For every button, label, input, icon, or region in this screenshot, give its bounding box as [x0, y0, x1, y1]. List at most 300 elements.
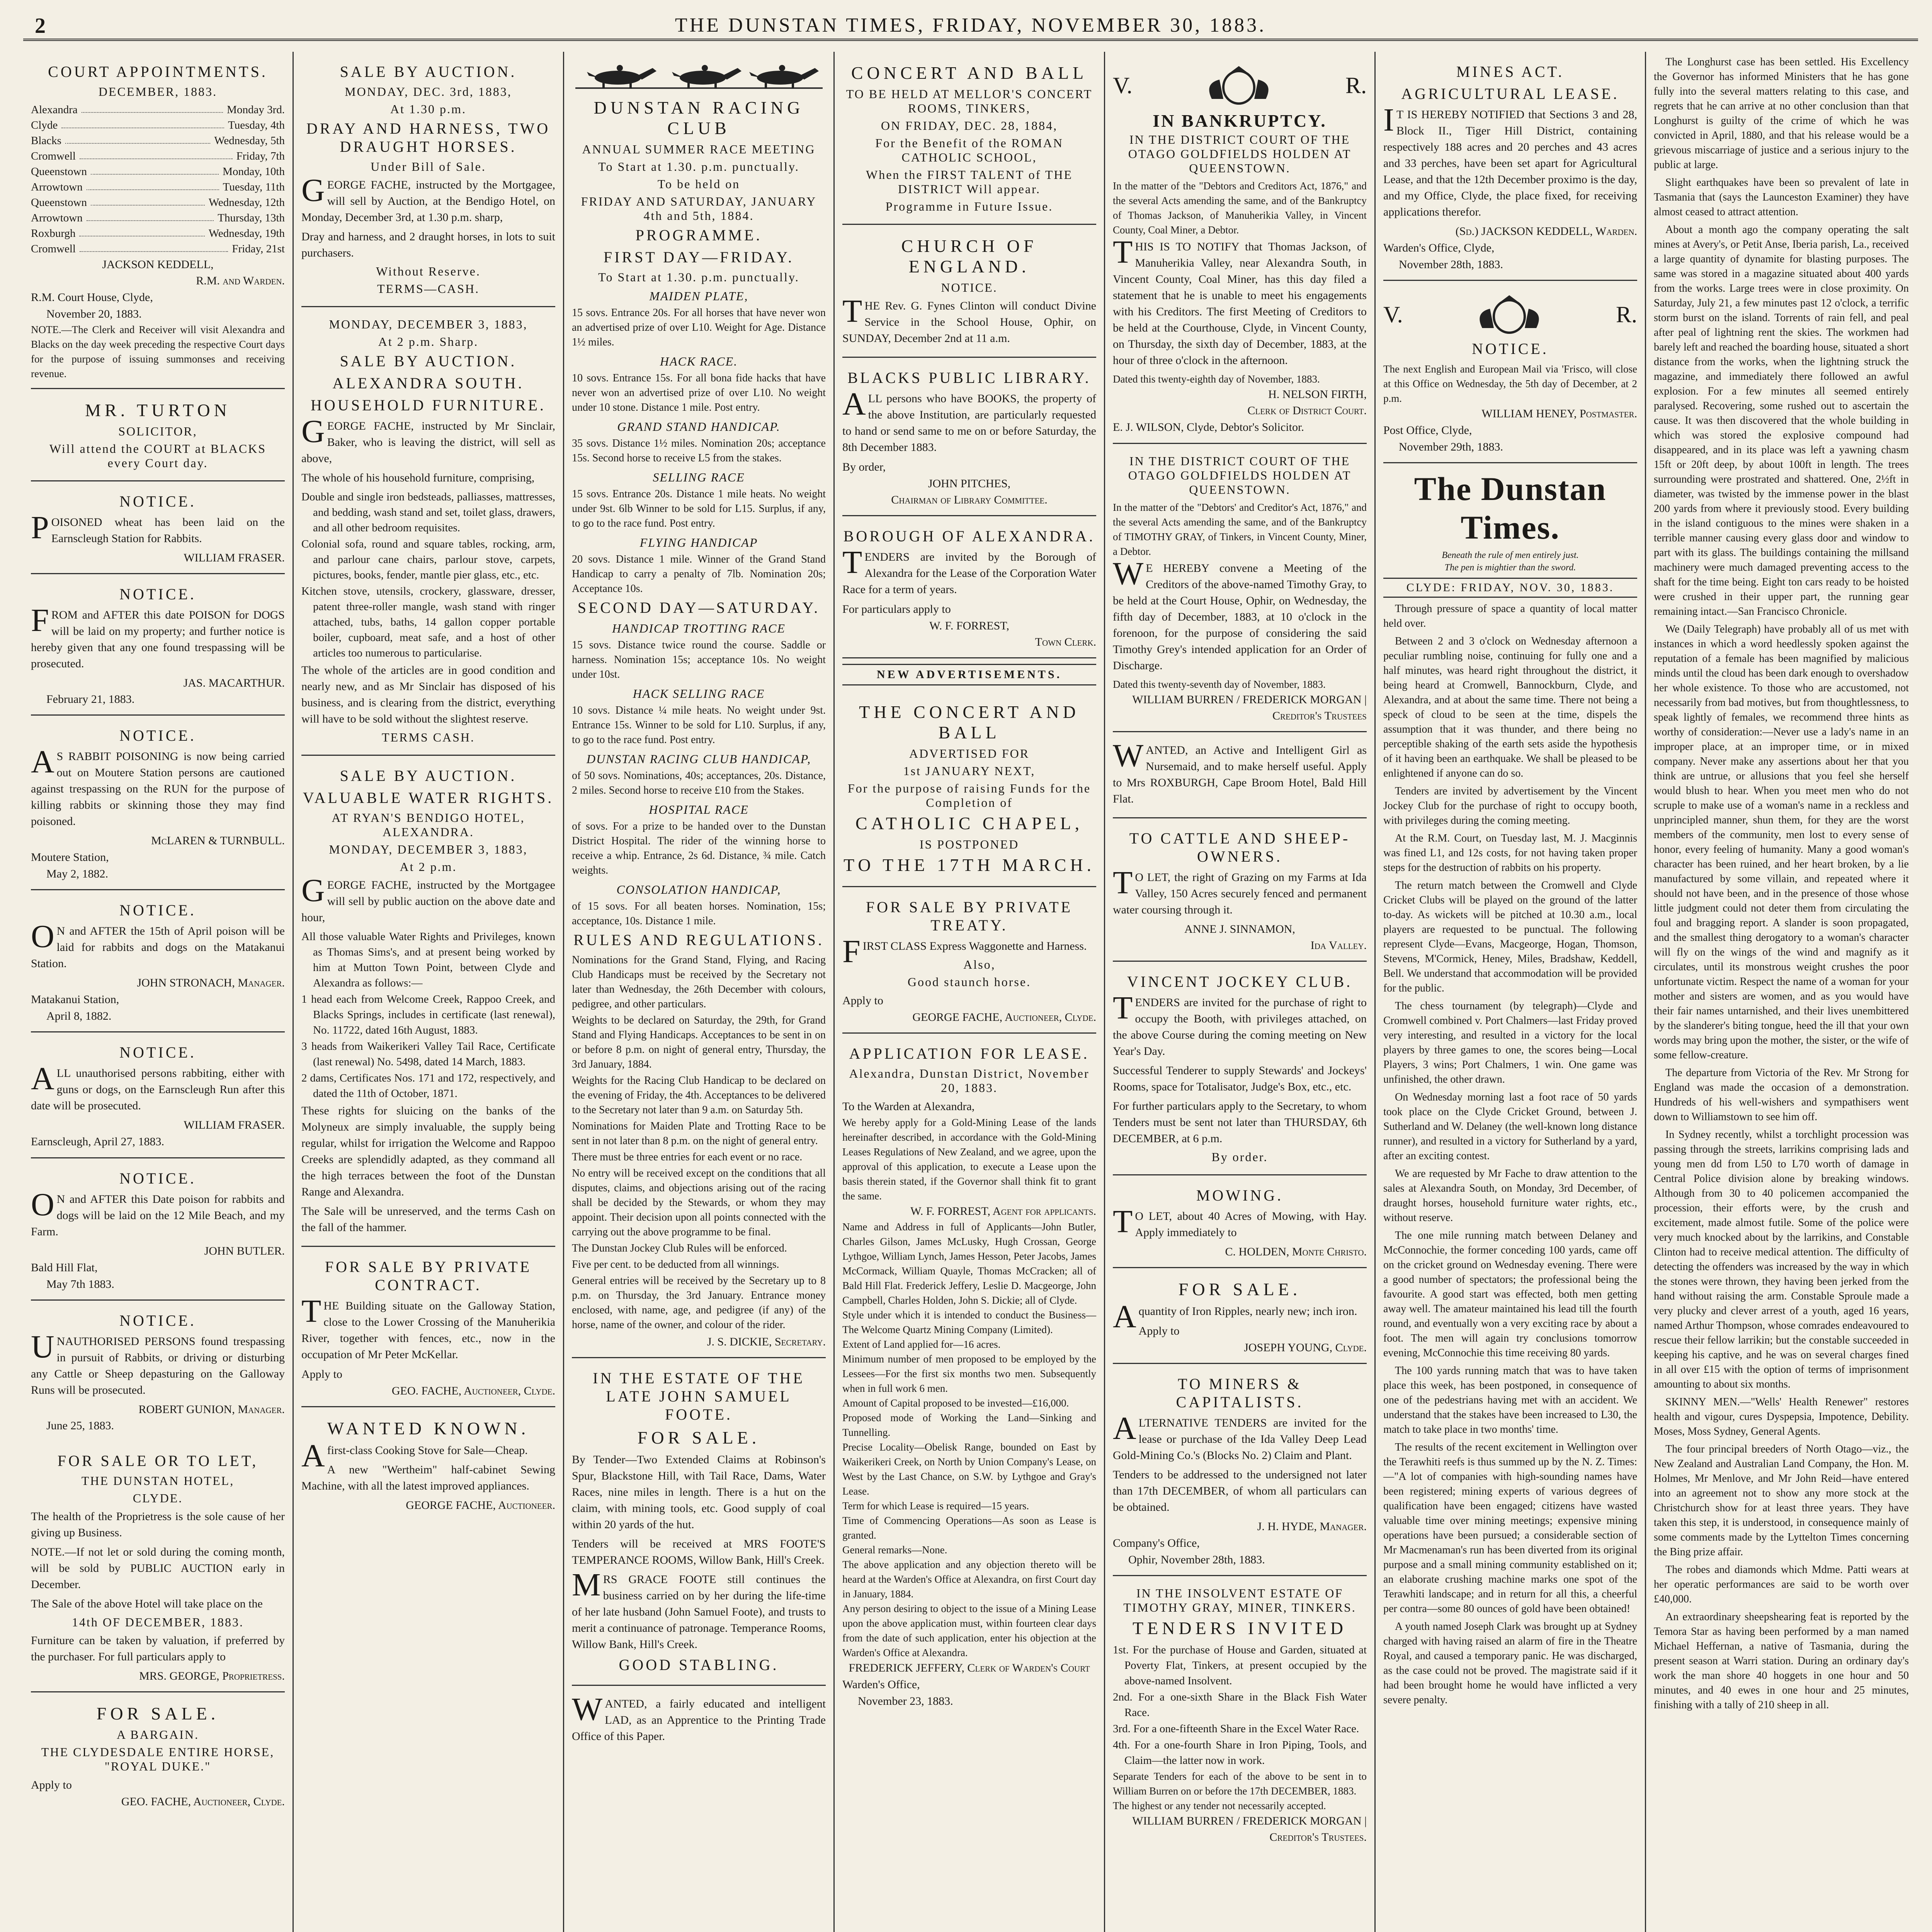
race-text: 35 sovs. Distance 1½ miles. Nomination 20s; acceptance 15s. Second horse to receive L5 from the stakes.: [572, 437, 826, 464]
nursemaid-ad: [1113, 732, 1367, 818]
racing-heading: DUNSTAN RACING CLUB: [594, 98, 804, 138]
editorial-paragraph: The return match between the Cromwell and Clyde Cricket Clubs will be played on the ground of the latter to-day. As wickets will be pitched at 10.30 a.m., local players are requested to be punctual. The following represent Clyde—Evans, Macgeorge, Hogan, Thomson, Stevens, M'Cormick, Heney, Miles, Bradshaw, Keddell, Bell. We understand that accommodation will be provided for the public.: [1383, 879, 1637, 994]
bargain-heading: FOR SALE.: [96, 1704, 219, 1723]
notice-text: ALL unauthorised persons rabbiting, either with guns or dogs, on the Earnscleugh Run after this date will be prosecuted.: [31, 1061, 285, 1112]
court-day: Tuesday, 4th: [228, 119, 285, 131]
editorial-paragraph: Tenders are invited by advertisement by the Vincent Jockey Club for the purchase of right to occupy booth, with privileges during the coming meeting.: [1383, 785, 1637, 827]
notice-ad: [31, 716, 285, 890]
news-paragraph: The departure from Victoria of the Rev. Mr Strong for England was made the occasion of a demonstration. Hundreds of his well-wishers and sympathisers went down to Williamstown to see him off.: [1654, 1067, 1909, 1123]
race-name: HANDICAP TROTTING RACE: [612, 621, 786, 635]
news-paragraph: Slight earthquakes have been so prevalent of late in Tasmania that (says the Launceston Examiner) they have almost ceased to attract attention.: [1654, 177, 1909, 218]
mines-office: Warden's Office, Clyde,: [1383, 242, 1495, 254]
treaty-signer: GEORGE FACHE, Auctioneer, Clyde.: [912, 1011, 1096, 1024]
mail-ad: [1383, 281, 1637, 463]
mail-office: Post Office, Clyde,: [1383, 424, 1472, 437]
sale2-place: ALEXANDRA SOUTH.: [332, 374, 524, 392]
court-day: Wednesday, 12th: [208, 196, 285, 209]
column-7: [1646, 52, 1917, 1932]
bankruptcy-title: Clerk of District Court.: [1247, 404, 1367, 417]
miners-ad: [1113, 1364, 1367, 1576]
race-text: 15 sovs. Entrance 20s. For all horses that have never won an advertised prize of over L10. Weight for Age. Distance 1½ miles.: [572, 307, 826, 348]
jockey-text: TENDERS are invited for the purchase of right to occupy the Booth, with privileges attached, on the above Course during the coming meeting on New Year's Day.: [1113, 990, 1367, 1058]
race-name: HOSPITAL RACE: [649, 803, 749, 816]
hotel-p2: NOTE.—If not let or sold during the coming month, will be sold by PUBLIC AUCTION early in December.: [31, 1546, 285, 1591]
wanted-known-signer: GEORGE FACHE, Auctioneer.: [406, 1499, 555, 1512]
notice-ad: [31, 890, 285, 1032]
sale1-text2: Dray and harness, and 2 draught horses, in lots to suit purchasers.: [301, 230, 555, 259]
church-ad: [842, 225, 1096, 358]
wanted-known-text: Afirst-class Cooking Stove for Sale—Cheap.: [301, 1438, 528, 1474]
court-row: [31, 102, 285, 117]
editorial-paragraph: The chess tournament (by telegraph)—Clyde and Cromwell combined v. Port Chalmers—last Friday proved very interesting, and resulted in a victory for the local players by three games to one, the scores being—Local Players, 3 wins; Port Chalmers, 1 win. One game was unfinished, the other drawn.: [1383, 1000, 1637, 1085]
mines-date: November 28th, 1883.: [1399, 258, 1503, 271]
court-month: DECEMBER, 1883.: [98, 85, 218, 99]
irons-heading: FOR SALE.: [1178, 1279, 1301, 1299]
racehorse-engraving: [575, 60, 823, 95]
royal-crest-icon: [1467, 293, 1552, 336]
court-place: Clyde: [31, 119, 58, 131]
irons-text: Aquantity of Iron Ripples, nearly new; inch iron.: [1113, 1299, 1357, 1335]
racing-day2: SECOND DAY—SATURDAY.: [577, 599, 820, 616]
sale-item: Kitchen stove, utensils, crockery, glassware, dresser, patent three-roller mangle, wash stand with ringer attached, tubs, baths, 14 gallon copper portable boiler, cupboard, meat safe, and a host of other articles too numerous to particularise.: [301, 585, 555, 659]
foote-stabling: GOOD STABLING.: [619, 1656, 779, 1673]
borough-text: TENDERS are invited by the Borough of Alexandra for the Lease of the Corporation Water Race for a term of years.: [842, 544, 1096, 596]
court-row: [31, 133, 285, 148]
sale-item: Double and single iron bedsteads, palliasses, mattresses, and bedding, wash stand and set, toilet glass, drawers, and all other bedroom requisites.: [301, 491, 555, 534]
sale3-date: MONDAY, DECEMBER 3, 1883,: [329, 842, 528, 856]
sale1-time: At 1.30 p.m.: [390, 102, 466, 116]
court-row: [31, 179, 285, 195]
column-4: [835, 52, 1105, 1932]
hotel-p1: The health of the Proprietress is the sole cause of her giving up Business.: [31, 1510, 285, 1539]
concert-text: For the Benefit of the ROMAN CATHOLIC SCHOOL,: [875, 136, 1063, 164]
mail-heading: NOTICE.: [1472, 340, 1549, 357]
postponed-ad: [842, 691, 1096, 887]
sale1-text: GEORGE FACHE, instructed by the Mortgagee, will sell by Auction, at the Bendigo Hotel, on Monday, December 3rd, at 1.30 p.m. sharp,: [301, 172, 555, 224]
tender-item: 4th. For a one-fourth Share in Iron Piping, Tools, and Claim—the latter now in work.: [1113, 1739, 1367, 1767]
concert-text3: Programme in Future Issue.: [885, 199, 1053, 213]
concert-ad: [842, 52, 1096, 225]
bankruptcy-court: IN THE DISTRICT COURT OF THE OTAGO GOLDFIELDS HOLDEN AT QUEENSTOWN.: [1128, 133, 1352, 175]
news-paragraph: The Longhurst case has been settled. His Excellency the Governor has informed Ministers that he has gone fully into the several matters relating to this case, and regrets that he can arrive at no other conclusion than that Longhurst is guilty of the crime of which he was convicted in April, 1880, and that his release would be a grievous miscarriage of justice and a serious injury to the public at large.: [1654, 56, 1909, 171]
irons-ad: [1113, 1268, 1367, 1364]
sale2-heading: SALE BY AUCTION.: [340, 352, 517, 370]
borough-heading: BOROUGH OF ALEXANDRA.: [843, 527, 1095, 545]
news-column: [1654, 55, 1909, 1713]
sale-item: 2 dams, Certificates Nos. 171 and 172, respectively, and dated the 11th of October, 1871.: [301, 1072, 555, 1100]
library-title: Chairman of Library Committee.: [891, 493, 1048, 506]
gray-text2: WE HEREBY convene a Meeting of the Creditors of the above-named Timothy Gray, to be held at the Court House, Ophir, on Wednesday, the fifth day of December, 1883, at 10 o'clock in the forenoon, for the purpose of considering the said Timothy Grey's intended application for an Order of Discharge.: [1113, 556, 1367, 672]
bankruptcy-dated: Dated this twenty-eighth day of November, 1883.: [1113, 373, 1320, 385]
jockey-ad: [1113, 962, 1367, 1175]
insolvent-text: Separate Tenders for each of the above to be sent in to William Burren on or before the 17th DECEMBER, 1883.: [1113, 1770, 1367, 1797]
insolvent-signer: WILLIAM BURREN / FREDERICK MORGAN | Creditor's Trustees.: [1132, 1815, 1367, 1844]
notice-heading: NOTICE.: [119, 1044, 196, 1061]
library-signer: JOHN PITCHES,: [928, 477, 1011, 490]
editorial-paragraph: The 100 yards running match that was to have taken place this week, has been postponed, in consequence of one of the pedestrians having met with an accident. We understand that the stakes have been increased to L30, the match to take place in two months' time.: [1383, 1365, 1637, 1435]
notices-list: [31, 481, 285, 1441]
apprentice-text: WANTED, a fairly educated and intelligent LAD, as an Apprentice to the Printing Trade Office of this Paper.: [572, 1691, 826, 1743]
insolvent-ad: [1113, 1576, 1367, 1852]
mowing-text: TO LET, about 40 Acres of Mowing, with Hay. Apply immediately to: [1113, 1204, 1367, 1240]
lease-heading: APPLICATION FOR LEASE.: [849, 1045, 1090, 1062]
sale2-lot: HOUSEHOLD FURNITURE.: [311, 396, 546, 414]
notice-signer: McLAREN & TURNBULL.: [151, 834, 285, 847]
cattle-signer: ANNE J. SINNAMON,: [1184, 923, 1295, 935]
postponed-date: 1st JANUARY NEXT,: [903, 764, 1036, 778]
notice-text: FROM and AFTER this date POISON for DOGS will be laid on my property; and further notice is hereby given that any one found trespassing will be prosecuted.: [31, 602, 285, 670]
leader-dots: [80, 148, 233, 159]
bargain-sub: A BARGAIN.: [116, 1728, 199, 1742]
mines-sub: AGRICULTURAL LEASE.: [1401, 85, 1619, 102]
lease-text12: The above application and any objection thereto will be heard at the Warden's Office at Alexandra, on first Court day in January, 1884.: [842, 1559, 1096, 1600]
sale3-time: At 2 p.m.: [400, 860, 457, 874]
court-day: Friday, 7th: [236, 150, 285, 162]
treaty-apply: Apply to: [842, 994, 883, 1007]
foote-text3: MRS GRACE FOOTE still continues the business carried on by her during the life-time of her late husband (John Samuel Foote), and trusts to merit a continuance of patronage. Temperance Rooms, Willow Bank, Hill's Creek.: [572, 1567, 826, 1651]
race-text: 20 sovs. Distance 1 mile. Winner of the Grand Stand Handicap to carry a penalty of 7lb. Nomination 20s; Acceptance 10s.: [572, 553, 826, 595]
leader-dots: [61, 117, 224, 128]
paper-motto-2: The pen is mightier than the sword.: [1444, 563, 1576, 573]
notice-date: April 8, 1882.: [46, 1010, 112, 1022]
notice-heading: NOTICE.: [119, 901, 196, 919]
lease-text8: Precise Locality—Obelisk Range, bounded on East by Waikerikeri Creek, on North by Union Company's Lease, on West by the Last Chance, on S.W. by Lythgoe and Gray's Lease.: [842, 1441, 1096, 1497]
notice-signer: WILLIAM FRASER.: [184, 551, 285, 564]
miners-heading: TO MINERS & CAPITALISTS.: [1176, 1375, 1304, 1411]
court-row: [31, 164, 285, 179]
lease-date2: November 23, 1883.: [858, 1695, 953, 1708]
gray-text: In the matter of the "Debtors' and Creditor's Act, 1876," and the several Acts amending the same, and of the Bankruptcy of TIMOTHY GRAY, of Tinkers, in Vincent County, Miner, a Debtor.: [1113, 502, 1367, 557]
lease-office: Warden's Office,: [842, 1678, 920, 1691]
library-order: By order,: [842, 461, 886, 473]
mail-crest-header: [1383, 293, 1637, 336]
mowing-ad: [1113, 1175, 1367, 1268]
news-paragraph: The four principal breeders of North Otago—viz., the New Zealand and Australian Land Company, the Hon. M. Holmes, Mr Menlove, and Mr John Reid—have entered into an agreement not to show any more stock at the Christchurch show for at least three years. They have taken this step, it is understood, in consequence mainly of some comments made by the Lyttelton Times concerning the Bing prize affair.: [1654, 1443, 1909, 1558]
wanted-known-ad: [301, 1407, 555, 1520]
borough-signer: W. F. FORREST,: [929, 619, 1009, 632]
sale3-text: GEORGE FACHE, instructed by the Mortgagee will sell by public auction on the above date and hour,: [301, 872, 555, 924]
notice-ad: [31, 1158, 285, 1301]
contract-signer: GEO. FACHE, Auctioneer, Clyde.: [391, 1384, 555, 1397]
jockey-order: By order.: [1211, 1150, 1268, 1164]
sale1-reserve: Without Reserve.: [376, 264, 481, 278]
editorial-paragraph: The results of the recent excitement in Wellington over the Terawhiti reefs is thus summed up by the N. Z. Times:—"A lot of companies with high-sounding names have been registered; mining experts of various degrees of qualification have been engaged; citizens have wasted valuable time over mining meetings; expensive mining operations have been pursued; a considerable section of Mr Macmenaman's run has been diverted from its original purpose and a small mining community established on it; an elaborate crushing machine marks one spot of the Terawhiti landscape; and in return for all this, a cheerful per contra—some 80 ounces of gold have been obtained!: [1383, 1441, 1637, 1615]
court-date: November 20, 1883.: [46, 308, 142, 320]
notice-heading: NOTICE.: [119, 585, 196, 603]
irons-signer: JOSEPH YOUNG, Clyde.: [1244, 1341, 1367, 1354]
treaty-ad: [842, 887, 1096, 1034]
sale1-date: MONDAY, DEC. 3rd, 1883,: [345, 85, 512, 99]
foote-estate-ad: [572, 1358, 826, 1686]
notice-signer: WILLIAM FRASER.: [184, 1119, 285, 1131]
hotel-name: THE DUNSTAN HOTEL,: [81, 1474, 235, 1488]
notice-signer: ROBERT GUNION, Manager.: [138, 1403, 285, 1416]
notice-signer: JOHN STRONACH, Manager.: [137, 976, 285, 989]
notice-ad: [31, 574, 285, 716]
notice-text: UNAUTHORISED PERSONS found trespassing in pursuit of Rabbits, or driving or disturbing any Cattle or Sheep depasturing on the Galloway Runs will be prosecuted.: [31, 1329, 285, 1396]
cattle-heading: TO CATTLE AND SHEEP-OWNERS.: [1129, 830, 1350, 865]
day2-races: [572, 621, 826, 929]
contract-heading: FOR SALE BY PRIVATE CONTRACT.: [325, 1258, 532, 1294]
bankruptcy-text: In the matter of the "Debtors and Creditors Act, 1876," and the several Acts amending the same, and of the Bankruptcy of Thomas Jackson, of Manuherikia Valley, in Vincent County, Coal Miner, a Debtor.: [1113, 180, 1367, 236]
rule-text: Nominations for Maiden Plate and Trotting Race to be sent in not later than 8 p.m. on the night of general entry.: [572, 1120, 826, 1147]
borough-text2: For particulars apply to: [842, 603, 951, 616]
rule-text: The Dunstan Jockey Club Rules will be enforced.: [572, 1242, 787, 1254]
jockey-text2: Successful Tenderer to supply Stewards' and Jockeys' Rooms, space for Totalisator, Judge's Box, etc., etc.: [1113, 1064, 1367, 1093]
new-advertisements-banner: NEW ADVERTISEMENTS.: [842, 664, 1096, 685]
editorial-paragraph: A youth named Joseph Clark was brought up at Sydney charged with having raised an alarm of fire in the Theatre Royal, and caused a temporary panic. He was discharged, as the case could not be proved. The magistrate said if it had been brought home he would have inflicted a very severe penalty.: [1383, 1621, 1637, 1706]
race-name: GRAND STAND HANDICAP.: [617, 420, 781, 434]
apprentice-ad: [572, 1686, 826, 1755]
sale3-place: AT RYAN'S BENDIGO HOTEL, ALEXANDRA.: [332, 811, 525, 839]
masthead: [23, 12, 1918, 41]
court-note: NOTE.—The Clerk and Receiver will visit Alexandra and Blacks on the day week preceding the respective Court days for the purpose of issuing summonses and receiving revenue.: [31, 324, 285, 379]
borough-ad: [842, 516, 1096, 658]
editorial-paragraph: At the R.M. Court, on Tuesday last, M. J. Macginnis was fined L1, and 12s costs, for not having taken proper steps for the destruction of rabbits on his property.: [1383, 832, 1637, 874]
bargain-apply: Apply to: [31, 1779, 72, 1791]
race-text: 15 sovs. Distance twice round the course. Saddle or harness. Nomination 15s; acceptance 10s. No weight under 10st.: [572, 639, 826, 680]
lease-date: Alexandra, Dunstan District, November 20, 1883.: [849, 1066, 1090, 1095]
cattle-ad: [1113, 818, 1367, 962]
contract-apply: Apply to: [301, 1368, 342, 1381]
news-paragraph: In Sydney recently, whilst a torchlight procession was passing through the streets, larrikins comprising lads and young men dd from L50 to L70 worth of damage in Central Police division alone by breaking windows. Although from 30 to 40 policemen accompanied the procession, their efforts were, by the crush and excitement, made almost futile. Some of the police were very much knocked about by the larrikins, and Constable Clinton had to receive medical attention. The difficulty of detecting the offenders was increased by the way in which the stones were thrown, they having been jerked from the hand without raising the arm. Constable Sproule made a very plucky and clever arrest of a youth, aged 16 years, named Arthur Thompson, whose comrades endeavoured to rescue their fellow larrikin; but the constable succeeded in keeping his captive, and he was on several charges fined in all over £15 with the option of terms of imprisonment amounting to about six months.: [1654, 1129, 1909, 1390]
mines-act-ad: [1383, 52, 1637, 281]
sale2-ad: [301, 307, 555, 756]
concert-place: TO BE HELD AT MELLOR'S CONCERT ROOMS, TINKERS,: [846, 87, 1093, 115]
editorial-paragraph: The one mile running match between Delaney and McConnochie, the former conceding 100 yards, came off on the cricket ground on Wednesday evening. There were a good number of spectators; the professional being the favourite. A good start was effected, both men getting away well. The amateur maintained his lead till the fourth round, and eventually won a very exciting race by about a foot. The men will again try conclusions tomorrow evening, McConnochie this time receiving 80 yards.: [1383, 1230, 1637, 1359]
news-paragraph: We (Daily Telegraph) have probably all of us met with instances in which a word heedlessly spoken against the reputation of a female has been magnified by malicious minds until the cloud has been dark enough to overshadow her whole existence. To those who are accustomed, not necessarily from bad motives, but from thoughtlessness, to speak lightly of females, we recommend three hints as worthy of consideration:—Never use a lady's name in an improper place, at an improper time, or in mixed company. Never make any assertions about her that you think are untrue, or allusions that you feel she herself would blush to hear. When you meet men who do not scruple to make use of a woman's name in a reckless and unprincipled manner, shun them, for they are the worst members of the community, men lost to every sense of honor, every feeling of humanity. Many a good woman's character has been ruined, and her heart broken, by a lie manufactured by some villain, and repeated where it should not have been, and in the presence of those whose little judgment could not deter them from circulating the foul and bragging report. A slander is soon propagated, and the smallest thing derogatory to a woman's character will fly on the wings of the wind and magnify as it circulates, until its monstrous weight crushes the poor unfortunate victim. Respect the name of a woman for your mother and sisters are women, and as you would have their fair names untarnished, and their lives unembittered by the slanderer's biting tongue, heed the ill that your own words may bring upon the mother, the sister, or the wife of some fellow-creature.: [1654, 623, 1909, 1061]
lease-text3: Style under which it is intended to conduct the Business—The Welcome Quartz Mining Company (Limited).: [842, 1309, 1096, 1335]
rule-text: No entry will be received except on the conditions that all disputes, claims, and objections arising out of the racing shall be decided by the Stewards, or whom they may appoint. Their decision upon all points connected with the carrying out the above programme to be final.: [572, 1167, 826, 1238]
tender-item: 1st. For the purchase of House and Garden, situated at Poverty Flat, Tinkers, at present occupied by the above-named Insolvent.: [1113, 1644, 1367, 1687]
notice-date: June 25, 1883.: [46, 1419, 114, 1432]
racing-programme: PROGRAMME.: [635, 226, 762, 244]
notice-date: May 2, 1882.: [46, 867, 108, 880]
lease-text2: Name and Address in full of Applicants—John Butler, Charles Gilson, James McLusky, Hugh Crossan, George Lythgoe, William Lynch, James Hesson, Peter Jacobs, James McCormack, William Quayle, Thomas McCracken; all of Bald Hill Flat. Frederick Jeffery, Leslie D. Macgeorge, John Campbell, Charles Holden, John S. Dickie; all of Clyde.: [842, 1221, 1096, 1306]
gray-dated: Dated this twenty-seventh day of November, 1883.: [1113, 679, 1326, 690]
race-name: CONSOLATION HANDICAP,: [616, 883, 781, 896]
lease-signer: W. F. FORREST, Agent for applicants.: [910, 1205, 1096, 1218]
irons-apply: Apply to: [1138, 1325, 1180, 1337]
sale2-text3: The whole of the articles are in good condition and nearly new, and as Mr Sinclair has disposed of his business, and is clearing from the district, everything will have to be sold without the slightest reserve.: [301, 664, 555, 725]
lease-application-ad: [842, 1034, 1096, 1716]
racing-dates: FRIDAY AND SATURDAY, JANUARY 4th and 5th, 1884.: [581, 194, 817, 223]
racing-ad: [572, 52, 826, 1358]
mowing-heading: MOWING.: [1196, 1187, 1284, 1204]
court-place: Cromwell: [31, 150, 76, 162]
notice-place: Bald Hill Flat,: [31, 1261, 98, 1274]
borough-title: Town Clerk.: [1035, 636, 1096, 648]
notice-heading: NOTICE.: [119, 1170, 196, 1187]
court-place: Blacks: [31, 134, 61, 147]
foote-sub: FOR SALE.: [637, 1428, 760, 1447]
notice-signer: JOHN BUTLER.: [204, 1245, 285, 1257]
court-schedule: [31, 102, 285, 257]
rules-list: [572, 953, 826, 1332]
turton-sub: SOLICITOR,: [118, 424, 197, 438]
editorial-paragraph: Between 2 and 3 o'clock on Wednesday afternoon a peculiar rumbling noise, continuing for fully one and a half minutes, was heard right throughout the district, it being heard at Cromwell, Bannockburn, Clyde, and Alexandra, and at about the same time. There not being a speck of cloud to be seen at the time, dispels the assumption that it was thunder, and there being no perceptible shaking of the earth sets aside the hypothesis of it having been an earthquake. We shall be pleased to be enlightened if anyone can do so.: [1383, 635, 1637, 779]
concert-text2: When the FIRST TALENT of THE DISTRICT Will appear.: [866, 168, 1073, 196]
treaty-text: FIRST CLASS Express Waggonette and Harness.: [842, 934, 1087, 969]
lease-text: We hereby apply for a Gold-Mining Lease of the lands hereinafter described, in accordance with the Gold-Mining Leases Regulations of New Zealand, and we agree, upon the approval of this application, to execute a Lease upon the basis therein stated, if the Governor shall think fit to grant the same.: [842, 1117, 1096, 1202]
foote-heading: IN THE ESTATE OF THE LATE JOHN SAMUEL FOOTE.: [593, 1369, 805, 1423]
lease-text11: General remarks—None.: [842, 1544, 947, 1556]
notice-date: May 7th 1883.: [46, 1278, 114, 1291]
notice-heading: NOTICE.: [119, 727, 196, 744]
racing-day1-start: To Start at 1.30. p.m. punctually.: [598, 270, 799, 284]
court-day: Wednesday, 5th: [214, 134, 285, 147]
court-day: Monday 3rd.: [227, 104, 285, 116]
rule-text: Weights to be declared on Saturday, the 29th, for Grand Stand and Flying Handicaps. Acceptances to be sent in on or before 8 p.m. on night of general entry, Thursday, the 3rd January, 1884.: [572, 1014, 826, 1070]
sale1-terms: TERMS—CASH.: [377, 282, 480, 296]
contract-ad: [301, 1247, 555, 1407]
royal-crest-header: [1113, 64, 1367, 107]
news-paragraph: An extraordinary sheepshearing feat is reported by the Temora Star as having been performed by a man named Michael Heffernan, a native of Tasmania, during the present season at Warri station. During an ordinary day's work the man shore 40 hoggets in one hour and 50 minutes, and 40 ewes in one hour and 25 minutes, finishing with a tally of 210 sheep in all.: [1654, 1611, 1909, 1711]
court-day: Friday, 21st: [232, 243, 285, 255]
hotel-signer: MRS. GEORGE, Proprietress.: [139, 1670, 285, 1682]
rules-heading: RULES AND REGULATIONS.: [573, 931, 824, 949]
insolvent-heading: IN THE INSOLVENT ESTATE OF TIMOTHY GRAY, MINER, TINKERS.: [1123, 1586, 1356, 1614]
court-day: Tuesday, 11th: [223, 181, 285, 193]
race-name: DUNSTAN RACING CLUB HANDICAP,: [586, 752, 811, 766]
sale-item: 3 heads from Waikerikeri Valley Tail Race, Certificate (last renewal) No. 5498, dated 14 March, 1883.: [301, 1040, 555, 1068]
postponed-to: TO THE 17TH MARCH.: [843, 855, 1095, 875]
race-text: of 50 sovs. Nominations, 40s; acceptances, 20s. Distance, 2 miles. Second horse to receive £10 from the Stakes.: [572, 770, 826, 796]
tender-item: 3rd. For a one-fifteenth Share in the Excel Water Race.: [1113, 1723, 1359, 1735]
leader-dots: [91, 195, 205, 206]
court-place: Arrowtown: [31, 212, 83, 224]
race-text: of sovs. For a prize to be handed over to the Dunstan District Hospital. The rider of the winning horse to receive a whip. Entrance, 2s 6d. Distance, ¾ mile. Catch weights.: [572, 820, 826, 876]
bankruptcy-ad: [1113, 52, 1367, 444]
gray-signer: WILLIAM BURREN / FREDERICK MORGAN | Creditor's Trustees: [1132, 693, 1367, 722]
wanted-known-heading: WANTED KNOWN.: [327, 1418, 530, 1438]
column-1: [23, 52, 294, 1932]
leader-dots: [79, 226, 204, 236]
jockey-text3: For further particulars apply to the Secretary, to whom Tenders must be sent not later than THURSDAY, 6th DECEMBER, at 6 p.m.: [1113, 1100, 1367, 1145]
concert-date: ON FRIDAY, DEC. 28, 1884,: [881, 119, 1058, 133]
miners-signer: J. H. HYDE, Manager.: [1257, 1520, 1367, 1533]
rule-text: Weights for the Racing Club Handicap to be declared on the evening of Friday, the 4th. Acceptances to be delivered to the Secretary not later than 9 a.m. on Saturday 5th.: [572, 1075, 826, 1116]
court-row: [31, 226, 285, 241]
sale-item: 1 head each from Welcome Creek, Rappoo Creek, and Blacks Springs, includes in certificate (last renewal), No. 11722, dated 16th August, 1883.: [301, 993, 555, 1036]
bargain-signer: GEO. FACHE, Auctioneer, Clyde.: [121, 1795, 285, 1808]
lease-text9: Term for which Lease is required—15 years.: [842, 1500, 1029, 1512]
sale1-under: Under Bill of Sale.: [371, 160, 486, 173]
notice-date: February 21, 1883.: [46, 693, 135, 706]
court-heading: COURT APPOINTMENTS.: [48, 63, 268, 80]
court-row: [31, 148, 285, 164]
hotel-place: CLYDE.: [133, 1491, 183, 1505]
leader-dots: [65, 133, 210, 144]
mines-signer: (Sd.) JACKSON KEDDELL, Warden.: [1455, 225, 1637, 238]
mail-crest-v: V.: [1383, 301, 1403, 327]
leader-dots: [91, 164, 219, 175]
editorial-column: [1383, 602, 1637, 1708]
notice-place: Matakanui Station,: [31, 993, 119, 1006]
race-text: of 15 sovs. For all beaten horses. Nomination, 15s; acceptance, 10s. Distance 1 mile.: [572, 900, 826, 927]
masthead-title: THE DUNSTAN TIMES, FRIDAY, NOVEMBER 30, 1883.: [675, 14, 1267, 36]
lease-text10: Time of Commencing Operations—As soon as Lease is granted.: [842, 1515, 1096, 1541]
editorial-paragraph: On Wednesday morning last a foot race of 50 yards took place on the Clyde Cricket Ground, between J. Sutherland and W. Delaney (the well-known long distance runner), and resulted in a victory for Sutherland by a yard, after an exciting contest.: [1383, 1091, 1637, 1162]
court-day: Monday, 10th: [223, 165, 285, 178]
court-row: [31, 195, 285, 210]
miners-text2: Tenders to be addressed to the undersigned not later than 17th DECEMBER, of whom all particulars can be obtained.: [1113, 1468, 1367, 1514]
court-day: Thursday, 13th: [218, 212, 285, 224]
insolvent-text2: The highest or any tender not necessarily accepted.: [1113, 1800, 1326, 1811]
library-text: ALL persons who have BOOKS, the property of the above Institution, are particularly requested to hand or send same to me on or before Saturday, the 8th December 1883.: [842, 386, 1096, 454]
hotel-p3: The Sale of the above Hotel will take place on the: [31, 1597, 263, 1610]
lease-text4: Extent of Land applied for—16 acres.: [842, 1338, 1001, 1350]
court-place: Arrowtown: [31, 181, 83, 193]
editorial-paragraph: We are requested by Mr Fache to draw attention to the sales at Alexandra South, on Monday, 3rd December, of draught horses, household furniture water rights, etc., without reserve.: [1383, 1168, 1637, 1224]
church-heading: CHURCH OF ENGLAND.: [901, 236, 1037, 276]
library-ad: [842, 358, 1096, 516]
rule-text: Five per cent. to be deducted from all winnings.: [572, 1259, 779, 1270]
sale1-lot: DRAY AND HARNESS, TWO DRAUGHT HORSES.: [306, 120, 551, 155]
turton-text: Will attend the COURT at BLACKS every Court day.: [49, 442, 267, 470]
court-signer-title: R.M. and Warden.: [196, 274, 285, 287]
race-text: 15 sovs. Entrance 20s. Distance 1 mile heats. No weight under 9st. 6lb Winner to be sold for L15. Surplus, if any, to go to the race fund. Post entry.: [572, 488, 826, 529]
wanted-known-text2: A new "Wertheim" half-cabinet Sewing Machine, with all the latest improved appliances.: [301, 1463, 555, 1492]
lease-signer2: FREDERICK JEFFERY, Clerk of Warden's Court: [849, 1662, 1090, 1674]
mines-heading: MINES ACT.: [1456, 63, 1565, 80]
racing-sub: ANNUAL SUMMER RACE MEETING: [582, 142, 816, 156]
mail-crest-r: R.: [1616, 301, 1637, 327]
leader-dots: [87, 179, 219, 190]
postponed-sub: ADVERTISED FOR: [909, 747, 1030, 760]
column-5: [1105, 52, 1376, 1932]
court-place: Roxburgh: [31, 227, 76, 240]
day1-races: [572, 289, 826, 596]
miners-date: Ophir, November 28th, 1883.: [1128, 1553, 1265, 1566]
leader-dots: [80, 241, 228, 252]
notice-heading: NOTICE.: [119, 493, 196, 510]
notice-text: POISONED wheat has been laid on the Earnscleugh Station for Rabbits.: [31, 510, 285, 546]
notice-signer: JAS. MACARTHUR.: [183, 677, 285, 689]
court-row: [31, 210, 285, 226]
column-6: [1376, 52, 1646, 1932]
contract-text: THE Building situate on the Galloway Station, close to the Lower Crossing of the Manuherikia River, together with fences, etc., now in the occupation of Mr Peter McKellar.: [301, 1293, 555, 1361]
mowing-signer: C. HOLDEN, Monte Christo.: [1225, 1245, 1367, 1258]
sale-item: Colonial sofa, round and square tables, rocking, arm, and parlour cane chairs, parlour stove, carpets, pictures, books, fender, mantle pier glass, etc., etc.: [301, 538, 555, 581]
race-name: HACK SELLING RACE: [633, 687, 765, 701]
court-place: Queenstown: [31, 165, 87, 178]
bankruptcy-heading: IN BANKRUPTCY.: [1153, 111, 1327, 131]
rule-text: General entries will be received by the Secretary up to 8 p.m. on Thursday, the 3rd January. Entrance money enclosed, with name, age, and pedigree (if any) of the horse, name of the owner, and colour of the rider.: [572, 1275, 826, 1331]
library-heading: BLACKS PUBLIC LIBRARY.: [847, 369, 1091, 386]
mail-text: The next English and European Mail via 'Frisco, will close at this Office on Wednesday, the 5th day of December, at 2 p.m.: [1383, 363, 1637, 404]
cattle-place: Ida Valley.: [1310, 939, 1367, 952]
race-name: FLYING HANDICAP: [639, 536, 758, 549]
sale3-heading: SALE BY AUCTION.: [340, 767, 517, 784]
notice-place: Moutere Station,: [31, 851, 109, 864]
sale2-items: [301, 489, 555, 661]
concert-heading: CONCERT AND BALL: [851, 63, 1088, 83]
gray-court: IN THE DISTRICT COURT OF THE OTAGO GOLDFIELDS HOLDEN AT QUEENSTOWN.: [1128, 454, 1352, 497]
leader-dots: [87, 210, 214, 221]
court-signer: JACKSON KEDDELL,: [102, 258, 214, 271]
column-3: [564, 52, 835, 1932]
notice-text: AS RABBIT POISONING is now being carried out on Moutere Station persons are cautioned against trespassing on the RUN for the purpose of killing rabbits or skinning those they may find poisoned.: [31, 744, 285, 828]
hotel-p5: Furniture can be taken by valuation, if preferred by the purchaser. For full particulars apply to: [31, 1634, 285, 1663]
nursemaid-text: WANTED, an Active and Intelligent Girl as Nursemaid, and to make herself useful. Apply to Mrs ROXBURGH, Cape Broom Hotel, Bald Hill Flat.: [1113, 738, 1367, 805]
sale2-text: GEORGE FACHE, instructed by Mr Sinclair, Baker, who is leaving the district, will sell as above,: [301, 413, 555, 465]
editorial-paragraph: Through pressure of space a quantity of local matter held over.: [1383, 603, 1637, 629]
sale3-lot: VALUABLE WATER RIGHTS.: [303, 789, 554, 806]
hotel-p4: 14th OF DECEMBER, 1883.: [71, 1615, 244, 1629]
racing-held: To be held on: [657, 177, 740, 191]
lease-text6: Amount of Capital proposed to be invested—£16,000.: [842, 1397, 1069, 1409]
